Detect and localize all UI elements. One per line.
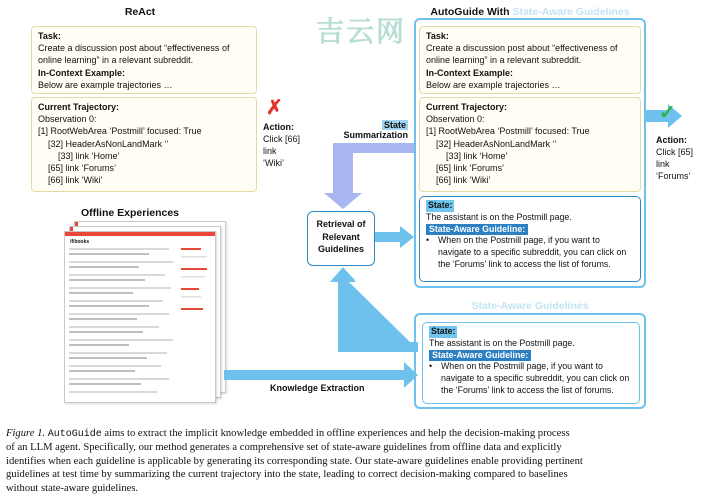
autoguide-trajectory-box <box>419 97 641 192</box>
retrieval-to-state-arrow <box>375 226 414 248</box>
state-summarization-arrow <box>324 143 414 209</box>
autoguide-traj-line: [65] link ‘Forums’ <box>436 163 505 174</box>
sag-guideline-label: State-Aware Guideline: <box>429 350 531 362</box>
summarization-word: Summarization <box>343 130 408 140</box>
caption-method-name: AutoGuide <box>47 429 102 440</box>
sag-guideline-line: When on the Postmill page, if you want to <box>441 361 603 372</box>
caption-fig-label: Figure 1. <box>6 428 46 439</box>
retrieval-box <box>307 211 375 266</box>
sag-guideline-line: navigate to a specific subreddit, you can click on <box>441 373 630 384</box>
sag-state-text: The assistant is on the Postmill page. <box>429 337 575 348</box>
autoguide-traj-line: [33] link ‘Home’ <box>446 150 508 161</box>
autoguide-task-box <box>419 26 641 94</box>
react-traj-label: Current Trajectory: <box>38 102 120 112</box>
autoguide-task-text-1: Create a discussion post about “effectiveness of <box>426 43 618 54</box>
retrieval-line: Relevant <box>322 231 360 242</box>
autoguide-traj-label: Current Trajectory: <box>426 102 508 112</box>
caption-line: identifies when each guideline is applicable by generating its corresponding state. Our state-aware guidelines enable providing pertinent <box>6 455 583 467</box>
autoguide-guideline-label: State-Aware Guideline: <box>426 224 528 236</box>
react-action-line: link <box>263 146 277 156</box>
caption-line: guidelines at test time by summarizing the current trajectory into the state, leading to correct decision-making compared to baselines <box>6 469 568 481</box>
autoguide-task-label: Task: <box>426 31 449 41</box>
autoguide-state-box <box>419 196 641 282</box>
autoguide-guideline-line: When on the Postmill page, if you want to <box>438 235 600 246</box>
react-traj-line: Observation 0: <box>38 114 97 125</box>
autoguide-traj-line: [1] RootWebArea ‘Postmill’ focused: True <box>426 126 590 137</box>
sag-panel-title: State-Aware Guidelines <box>471 300 589 312</box>
retrieval-line: Guidelines <box>317 244 364 254</box>
autoguide-icl-text: Below are example trajectories … <box>426 79 561 90</box>
react-traj-line: [66] link ‘Wiki’ <box>48 175 103 186</box>
autoguide-action <box>656 134 693 182</box>
react-traj-line: [1] RootWebArea ‘Postmill’ focused: True <box>38 126 202 137</box>
react-task-text-2: online learning” in a relevant subreddit. <box>38 55 194 66</box>
watermark: 吉云网 <box>316 16 407 47</box>
autoguide-action-label: Action: <box>656 135 687 145</box>
react-traj-line: [65] link ‘Forums’ <box>48 163 117 174</box>
autoguide-title <box>418 6 642 18</box>
autoguide-traj-line: [66] link ‘Wiki’ <box>436 175 491 186</box>
caption-line: of an LLM agent. Specifically, our method generates a comprehensive set of state-aware guidelines from offline data and explicitly <box>6 442 562 454</box>
react-task-label: Task: <box>38 31 61 41</box>
forum-header: /f/books <box>70 239 90 245</box>
autoguide-title-suffix: State-Aware Guidelines <box>512 6 630 18</box>
autoguide-icl-label: In-Context Example: <box>426 67 514 78</box>
react-action-line: ‘Wiki’ <box>263 158 284 168</box>
sag-state-label: State: <box>431 326 456 336</box>
autoguide-task-text-2: online learning” in a relevant subreddit. <box>426 55 582 66</box>
react-task-text-1: Create a discussion post about “effectiveness of <box>38 43 230 54</box>
autoguide-state-text: The assistant is on the Postmill page. <box>426 211 572 222</box>
react-title: ReAct <box>124 6 156 18</box>
sag-state-box <box>422 322 640 404</box>
autoguide-action-line: Click [65] <box>656 147 694 157</box>
autoguide-action-line: link <box>656 159 670 169</box>
sag-guideline-line: the ‘Forums’ link to access the list of forums. <box>441 384 614 395</box>
react-action-line: Click [66] <box>263 134 301 144</box>
state-summarization-label <box>340 120 408 140</box>
figure-caption <box>6 427 704 495</box>
retrieval-line: Retrieval of <box>316 219 366 229</box>
autoguide-guideline-bullet: • When on the Postmill page, if you want to navigate to a specific subreddit, you can click on the ‘Forums’ link to access the list of forums. <box>426 235 627 269</box>
react-traj-line: [33] link ‘Home’ <box>58 150 120 161</box>
caption-line: without state-aware guidelines. <box>6 482 139 494</box>
knowledge-extraction-label: Knowledge Extraction <box>270 383 365 393</box>
state-word: State <box>383 120 406 130</box>
caption-line: aims to extract the implicit knowledge embedded in offline experiences and help the decision-making process <box>101 428 570 439</box>
autoguide-check-icon: ✓ <box>659 102 676 124</box>
autoguide-state-label: State: <box>428 200 453 210</box>
autoguide-traj-line: Observation 0: <box>426 114 485 125</box>
autoguide-guideline-line: navigate to a specific subreddit, you can click on <box>438 247 627 258</box>
sag-guideline-bullet: • When on the Postmill page, if you want to navigate to a specific subreddit, you can click on the ‘Forums’ link to access the list of forums. <box>429 361 630 395</box>
autoguide-guideline-line: the ‘Forums’ link to access the list of forums. <box>438 258 611 269</box>
react-icl-label: In-Context Example: <box>38 67 126 78</box>
react-icl-text: Below are example trajectories … <box>38 79 173 90</box>
react-traj-line: [32] HeaderAsNonLandMark ‘’ <box>48 138 169 149</box>
react-action-label: Action: <box>263 122 294 132</box>
autoguide-title-prefix: AutoGuide With <box>430 6 513 18</box>
autoguide-traj-line: [32] HeaderAsNonLandMark ‘’ <box>436 138 557 149</box>
react-cross-icon: ✗ <box>266 97 283 119</box>
offline-title: Offline Experiences <box>80 207 180 219</box>
autoguide-action-line: ‘Forums’ <box>656 171 691 181</box>
